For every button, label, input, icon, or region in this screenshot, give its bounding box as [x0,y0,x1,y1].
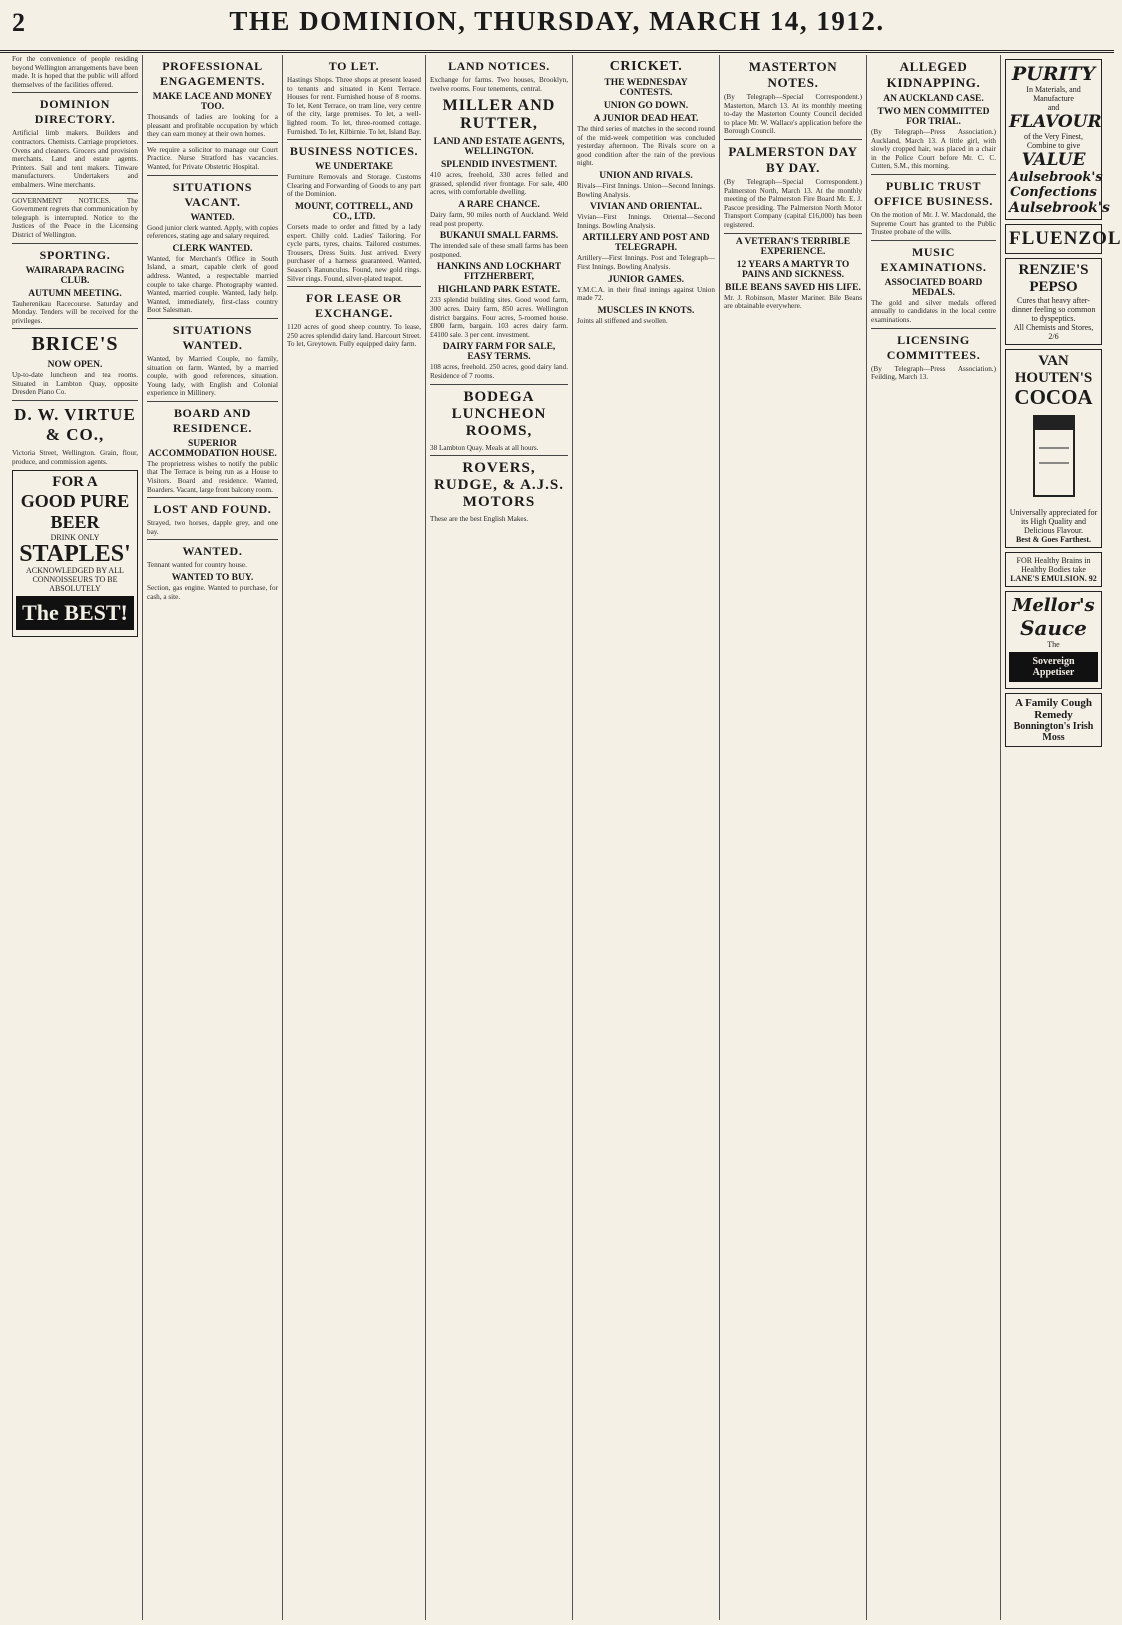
ad-line: Cures that heavy after-dinner feeling so common to dyspeptics. [1011,296,1096,323]
ad-line: RENZIE'S PEPSO [1018,262,1089,295]
column-text: The third series of matches in the second round of the mid-week competition was concluded yesterday afternoon. The Rivals score on a good condition after the rain of the previous night. [577,125,717,168]
column-text: Good junior clerk wanted. Apply, with copies references, stating age and salary required. [147,223,280,241]
column-text: Furniture Removals and Storage. Customs Clearing and Forwarding of Goods to any part of the Dominion. [287,173,423,199]
mellors-sauce-ad [1005,591,1102,689]
column-text: Artillery—First Innings. Post and Telegraph—First Innings. Bowling Analysis. [577,254,715,271]
newspaper-columns [8,55,1122,1620]
column-text: Dairy farm, 90 miles north of Auckland. Weld read post property. [430,210,570,228]
column-text: Wanted, by Married Couple, no family, situation on farm. Wanted, by a married couple, with good references, situation. Young lady, with English and Colonial experience in Millinery. [147,354,280,398]
column-3 [283,55,426,1620]
column-text: Mr. J. Robinson, Master Mariner. Bile Beans are obtainable everywhere. [724,293,864,311]
sub-heading: HIGHLAND PARK ESTATE. [437,285,561,296]
sub-heading: THE WEDNESDAY CONTESTS. [604,78,688,98]
bodega-title: BODEGA LUNCHEON ROOMS, [451,388,547,439]
column-text: Section, gas engine. Wanted to purchase, for cash, a site. [147,584,280,601]
van-houten-ad [1005,349,1102,548]
section-heading: MUSIC EXAMINATIONS. [880,244,987,274]
cough-remedy-ad [1005,693,1102,747]
ad-line: In Materials, and Manufacture [1026,85,1081,103]
section-heading: WANTED. [182,544,243,559]
ad-line: and [1047,103,1060,112]
sub-heading: WANTED TO BUY. [171,573,254,584]
sub-heading: JUNIOR GAMES. [607,274,684,285]
ad-line: of the Very Finest, [1024,132,1083,141]
column-text: Corsets made to order and fitted by a lady expert. Chilly cold. Ladies' Tailoring. For cycle parts, tyres, chains. Tailored costumes. Trousers, Dress Suits. Just arrived. Every purchaser of a harness guaranteed. Wanted, Season's Ranunculus. Found, new gold rings. Silver rings. Found, silver-plated teapot. [287,222,423,283]
section-heading: ALLEGED KIDNAPPING. [886,59,981,90]
column-8-ads [1001,55,1122,1620]
ad-line: DRINK ONLY [50,533,100,543]
sub-heading: AN AUCKLAND CASE. [883,94,984,104]
sub-heading: BUKANUI SMALL FARMS. [439,231,559,242]
section-heading: MASTERTON NOTES. [748,59,838,90]
column-text: The intended sale of these small farms has been postponed. [430,242,570,259]
sub-heading: WAIRARAPA RACING CLUB. [25,265,125,286]
ad-line: Aulsebrook's [1009,200,1110,216]
column-text: 108 acres, freehold. 250 acres, good dairy land. Residence of 7 rooms. [430,363,570,380]
column-text: We require a solicitor to manage our Court Practice. Nurse Stratford has vacancies. Wanted, for Private Obstetric Hospital. [147,145,280,171]
section-heading: PALMERSTON DAY BY DAY. [728,143,858,175]
sub-heading: MUSCLES IN KNOTS. [597,305,695,316]
column-text: Up-to-date luncheon and tea rooms. Situated in Lambton Quay, opposite Dresden Piano Co. [12,371,140,397]
ad-line: VALUE [1021,150,1086,170]
sub-heading: SPLENDID INVESTMENT. [441,160,557,171]
column-text: (By Telegraph—Press Association.) Feilding, March 13. [871,364,998,382]
column-text: Hastings Shops. Three shops at present leased to tenants and situated in Kent Terrace. Houses for rent. Furnished house of 8 rooms. To let, Kent Terrace, on tram line, very centre of the city, large premises. To let, a well-lighted room. To let, three-roomed cottage. Furnished. To let, Kilbirnie. To let, Island Bay. [287,76,423,136]
virtue-title: D. W. VIRTUE & CO., [14,405,136,445]
sub-heading: BILE BEANS SAVED HIS LIFE. [725,282,861,293]
sub-heading: WANTED. [190,212,235,223]
renzies-ad [1005,258,1102,345]
column-4 [426,55,573,1620]
column-text: Wanted, for Merchant's Office in South Island, a smart, capable clerk of good address. Wanted, a respectable married couple to take charge. Photography wanted. Wanted, married couple. Wanted, lady help. Wanted, immediately, first-class country Boot Salesman. [147,254,280,315]
ad-line: PURITY [1011,63,1096,85]
section-heading: LOST AND FOUND. [153,502,272,517]
section-heading: SITUATIONS WANTED. [172,322,253,352]
sub-heading: MAKE LACE AND MONEY TOO. [152,92,273,112]
section-heading: SPORTING. [39,247,111,262]
section-heading: BUSINESS NOTICES. [289,144,419,159]
column-text: 38 Lambton Quay. Meals at all hours. [430,443,539,452]
column-6 [720,55,867,1620]
column-text: Artificial limb makers. Builders and contractors. Chemists. Carriage proprietors. Ovens and cleaners. Grocers and provision merchants. Land and estate agents. Printers. Sail and tent makers. Tinware manufacturers. Undertakers and embalmers. Wine merchants. [12,129,140,189]
section-heading: LAND NOTICES. [448,59,550,73]
sub-heading: SUPERIOR ACCOMMODATION HOUSE. [148,438,277,459]
column-text: On the motion of Mr. J. W. Macdonald, the Supreme Court has granted to the Public Trustee probate of the wills. [871,210,998,237]
column-text: Joints all stiffened and swollen. [577,316,668,325]
column-text: Y.M.C.A. in their final innings against Union made 72. [577,285,717,303]
ad-line: Mellor's [1012,595,1095,616]
ad-line: Sauce [1020,616,1087,640]
sub-heading: A RARE CHANCE. [458,199,540,210]
masthead [0,0,1114,53]
column-text: Victoria Street, Wellington. Grain, flour, produce, and commission agents. [12,449,140,466]
sub-heading: MOUNT, COTTRELL, AND CO., LTD. [294,201,414,222]
column-text: 1120 acres of good sheep country. To lease, 250 acres splendid dairy land. Harcourt Street. To let, Greytown. Fully equipped dairy farm. [287,323,423,349]
ad-line: ACKNOWLEDGED BY ALL CONNOISSEURS TO BE ABSOLUTELY [26,566,124,594]
sub-heading: AUTUMN MEETING. [28,288,122,299]
sub-heading: UNION AND RIVALS. [599,170,693,181]
sub-heading: ASSOCIATED BOARD MEDALS. [884,277,983,298]
sub-heading: A JUNIOR DEAD HEAT. [593,114,699,124]
ad-line: A Family Cough Remedy [1014,697,1092,721]
column-text: (By Telegraph—Press Association.) Auckland, March 13. A little girl, with slowly cropped hair, was placed in a chair in the Police Court before Mr. C. C. Cutten, S.M., this morning. [871,128,998,171]
ad-line: GOOD PURE BEER [20,491,130,533]
section-heading: SITUATIONS VACANT. [172,179,253,209]
section-heading: PUBLIC TRUST OFFICE BUSINESS. [874,178,993,208]
ad-line: All Chemists and Stores, 2/6 [1013,323,1094,341]
column-text: 410 acres, freehold, 330 acres felled and grassed, splendid river frontage. For sale, 400 acres, with comfortable dwelling. [430,171,570,197]
newspaper-title: THE DOMINION, THURSDAY, MARCH 14, 1912. [229,6,885,36]
cocoa-tin-icon [1009,408,1099,503]
column-text: For the convenience of people residing beyond Wellington arrangements have been made. It is hoped that the public will afford themselves of the facilities offered. [12,55,140,89]
column-text: GOVERNMENT NOTICES. The Government regrets that communication by telegraph is interrupted. Notice to the Justices of the Peace in the Licensing District of Wellington. [12,196,140,239]
sub-heading: 12 YEARS A MARTYR TO PAINS AND SICKNESS. [736,259,850,280]
column-text: (By Telegraph—Special Correspondent.) Palmerston North, March 13. At the monthly meeting of the Palmerston Fire Board Mr. E. J. Pascoe presiding. The Palmerston North Motor Transport Company (capital £16,000) has been registered. [724,177,864,229]
brice-subtitle: NOW OPEN. [47,360,103,371]
column-7 [867,55,1001,1620]
column-1 [8,55,143,1620]
sub-heading: VIVIAN AND ORIENTAL. [590,202,702,213]
column-text: Tauherenikau Racecourse. Saturday and Monday. Tenders will be received for the privileges. [12,299,140,325]
ad-line: Aulsebrook's Confections [1009,170,1103,200]
page-number: 2 [12,8,25,37]
ad-line: FOR A [52,474,98,491]
section-heading: BOARD AND RESIDENCE. [172,405,253,435]
ad-line: FOR Healthy Brains in Healthy Bodies take [1016,556,1091,574]
sub-heading: CLERK WANTED. [172,243,253,254]
sub-heading: ARTILLERY AND POST AND TELEGRAPH. [582,233,710,254]
fluenzol-ad [1005,224,1122,254]
lanes-emulsion-ad [1005,552,1102,587]
sub-heading: DAIRY FARM FOR SALE, EASY TERMS. [442,342,556,363]
ad-line: STAPLES' [19,541,131,568]
section-heading: CRICKET. [609,59,683,74]
ad-line: The [1047,640,1060,649]
sub-heading: A VETERAN'S TERRIBLE EXPERIENCE. [735,236,851,257]
ad-line: VAN HOUTEN'S [1014,353,1093,386]
ad-line: Sovereign Appetiser [1009,652,1098,682]
section-heading: PROFESSIONAL ENGAGEMENTS. [160,59,265,88]
ad-line: LANE'S EMULSION. 92 [1010,574,1097,583]
ad-line: COCOA [1014,385,1093,409]
section-heading: TO LET. [328,59,380,73]
column-text: These are the best English Makes. [430,515,529,524]
miller-rutter-title: MILLER AND RUTTER, [442,97,556,133]
aulsebrook-ad [1005,59,1110,220]
column-2 [143,55,283,1620]
staples-ad [12,470,138,637]
column-5 [573,55,720,1620]
sub-heading: WE UNDERTAKE [315,162,393,173]
column-text: (By Telegraph—Special Correspondent.) Masterton, March 13. At its monthly meeting to-day the Masterton County Council decided to place Mr. W. Wallace's application before the Borough Council. [724,93,864,136]
ad-line: Bonnington's Irish Moss [1013,721,1094,743]
ad-line: The BEST! [16,596,134,630]
section-heading: DOMINION DIRECTORY. [34,97,116,127]
column-text: Strayed, two horses, dapple grey, and one bay. [147,519,280,536]
rovers-title: ROVERS, RUDGE, & A.J.S. MOTORS [433,460,564,511]
column-text: 233 splendid building sites. Good wood farm, 300 acres. Dairy farm, 850 acres. Wellington district bargains. Four acres, 5-roomed house. £800 farm, bargain. 103 acres dairy farm. £4100 sale. 3 per cent. investment. [430,296,570,339]
column-text: Tennant wanted for country house. [147,561,247,570]
ad-line: FLAVOUR [1009,112,1102,132]
ad-line: Combine to give [1026,141,1081,150]
column-text: The gold and silver medals offered annually to candidates in the local centre examinations. [871,298,998,324]
ad-line: Best & Goes Farthest. [1015,535,1092,544]
section-heading: FOR LEASE OR EXCHANGE. [306,291,402,321]
column-text: Exchange for farms. Two houses, Brooklyn, twelve rooms. Four tenements, central. [430,76,570,93]
brice-title: BRICE'S [31,333,119,356]
ad-line: FLUENZOL [1009,228,1122,249]
column-text: Thousands of ladies are looking for a pleasant and profitable occupation by which they can earn money at their own homes. [147,113,280,139]
sub-heading: HANKINS AND LOCKHART FITZHERBERT, [436,262,562,283]
section-heading: LICENSING COMMITTEES. [886,332,981,362]
sub-heading: LAND AND ESTATE AGENTS, WELLINGTON. [433,137,565,158]
column-text: The proprietress wishes to notify the public that The Terrace is being run as a House to Visitors. Board and residence. Wanted, Boarders. Vacant, large front balcony room. [147,459,280,494]
sub-heading: TWO MEN COMMITTED FOR TRIAL. [877,107,990,127]
column-text: Vivian—First Innings. Oriental—Second Innings. Bowling Analysis. [577,213,717,230]
ad-line: Universally appreciated for its High Quality and Delicious Flavour. [1009,508,1098,535]
column-text: Rivals—First Innings. Union—Second Innings. Bowling Analysis. [577,181,717,199]
sub-heading: UNION GO DOWN. [603,101,689,111]
